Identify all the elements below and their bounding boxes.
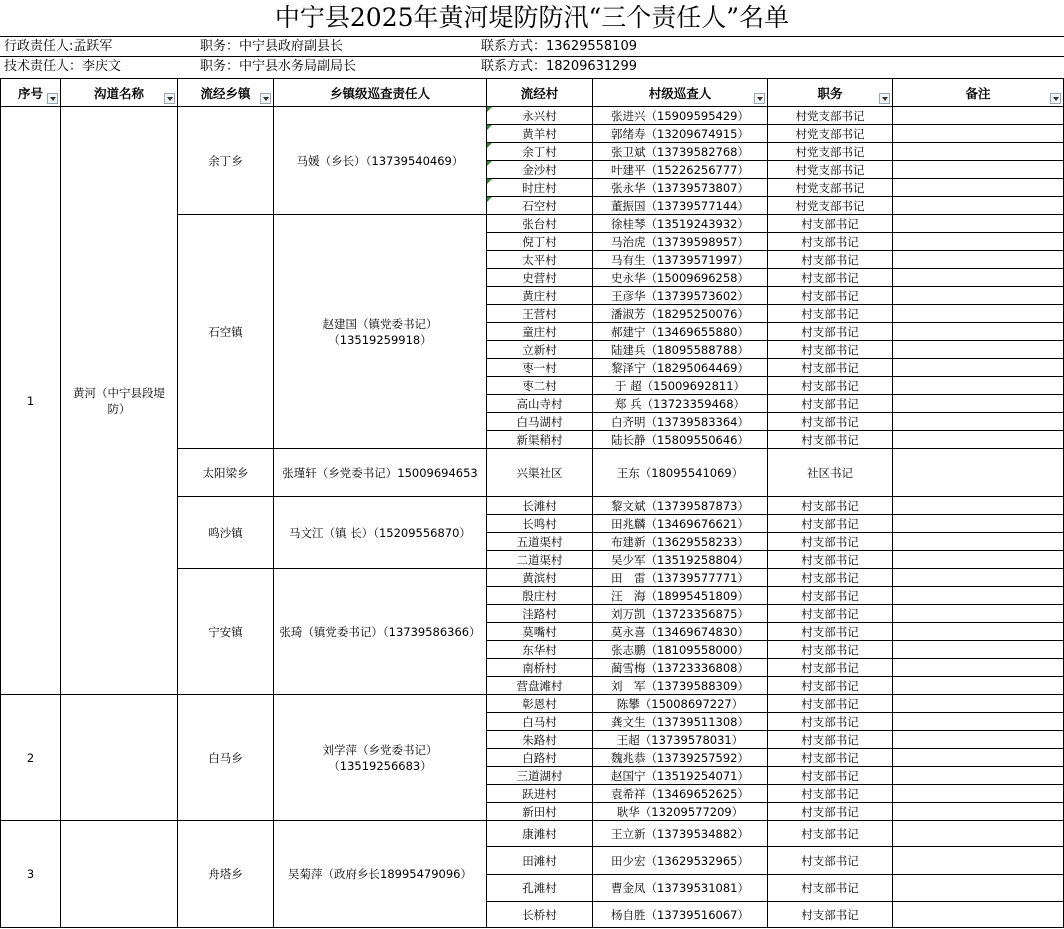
village-inspector: 马有生（13739571997） [593,251,768,269]
section-number: 3 [1,821,61,928]
remark-cell[interactable] [893,533,1064,551]
village-inspector: 陆建兵（18095588788） [593,341,768,359]
village-inspector: 田 雷（13739577771） [593,569,768,587]
town-name: 太阳梁乡 [178,449,274,497]
village-inspector: 魏兆恭（13739257592） [593,749,768,767]
header-duty [768,79,893,107]
village-name: 余丁村 [487,143,593,161]
filter-dropdown-icon[interactable] [47,93,58,104]
duty: 村党支部书记 [768,179,893,197]
remark-cell[interactable] [893,695,1064,713]
village-inspector: 马治虎（13739598957） [593,233,768,251]
village-name: 白路村 [487,749,593,767]
duty: 村支部书记 [768,341,893,359]
duty: 村支部书记 [768,551,893,569]
duty: 村支部书记 [768,377,893,395]
village-inspector: 耿华（13209577209） [593,803,768,821]
remark-cell[interactable] [893,569,1064,587]
admin-responsible-label: 行政责任人:孟跃军 [4,39,113,54]
duty: 村支部书记 [768,749,893,767]
remark-cell[interactable] [893,359,1064,377]
remark-cell[interactable] [893,623,1064,641]
header-label: 序号 [17,85,43,101]
duty: 村党支部书记 [768,143,893,161]
duty: 村支部书记 [768,767,893,785]
village-name: 白马湖村 [487,413,593,431]
duty: 村支部书记 [768,659,893,677]
remark-cell[interactable] [893,785,1064,803]
remark-cell[interactable] [893,215,1064,233]
remark-cell[interactable] [893,767,1064,785]
duty: 村党支部书记 [768,161,893,179]
duty: 村支部书记 [768,731,893,749]
admin-responsible-post: 职务：中宁县政府副县长 [200,39,344,54]
duty: 村党支部书记 [768,107,893,125]
duty: 村支部书记 [768,359,893,377]
village-inspector: 田兆麟（13469676621） [593,515,768,533]
village-inspector: 王东（18095541069） [593,449,768,497]
town-leader: 马媛（乡长）（13739540469） [274,107,487,215]
duty: 村支部书记 [768,677,893,695]
village-name: 三道湖村 [487,767,593,785]
remark-cell[interactable] [893,551,1064,569]
section-number: 1 [1,107,61,695]
admin-responsible-contact: 联系方式：13629558109 [481,39,637,54]
town-leader: 刘学萍（乡党委书记）（13519256683） [274,695,487,821]
remark-cell[interactable] [893,323,1064,341]
remark-cell[interactable] [893,641,1064,659]
village-name: 石空村 [487,197,593,215]
village-inspector: 张卫斌（13739582768） [593,143,768,161]
remark-cell[interactable] [893,125,1064,143]
village-name: 五道渠村 [487,533,593,551]
duty: 村支部书记 [768,713,893,731]
village-inspector: 陈攀（15008697227） [593,695,768,713]
duty: 村支部书记 [768,875,893,902]
village-inspector: 张进兴（15909595429） [593,107,768,125]
remark-cell[interactable] [893,413,1064,431]
table-row [1,107,1064,125]
town-leader: 赵建国（镇党委书记）（13519259918） [274,215,487,449]
duty: 村支部书记 [768,251,893,269]
remark-cell[interactable] [893,659,1064,677]
village-name: 营盘滩村 [487,677,593,695]
town-name: 余丁乡 [178,107,274,215]
village-inspector: 郝建宁（13469655880） [593,323,768,341]
remark-cell[interactable] [893,749,1064,767]
tech-responsible-contact: 联系方式：18209631299 [481,59,637,74]
duty: 村支部书记 [768,533,893,551]
village-inspector: 黎泽宁（18295064469） [593,359,768,377]
village-inspector: 汪 海（18995451809） [593,587,768,605]
filter-dropdown-icon[interactable] [1050,93,1061,104]
village-inspector: 王彦华（13739573602） [593,287,768,305]
header-town [178,79,274,107]
header-label: 职务 [817,85,843,101]
village-name: 新田村 [487,803,593,821]
duty: 村支部书记 [768,269,893,287]
tech-responsible-post: 职务：中宁县水务局副局长 [200,59,357,74]
village-name: 彰恩村 [487,695,593,713]
village-name: 孔滩村 [487,875,593,902]
duty: 村支部书记 [768,587,893,605]
village-inspector: 布建新（13629558233） [593,533,768,551]
village-name: 洼路村 [487,605,593,623]
river-name [61,695,178,821]
remark-cell[interactable] [893,803,1064,821]
village-inspector: 董振国（13739577144） [593,197,768,215]
village-name: 张台村 [487,215,593,233]
duty: 村支部书记 [768,902,893,928]
town-name: 宁安镇 [178,569,274,695]
town-name: 鸣沙镇 [178,497,274,569]
village-inspector: 张永华（13739573807） [593,179,768,197]
header-no [1,79,61,107]
filter-dropdown-icon[interactable] [754,93,765,104]
remark-cell[interactable] [893,515,1064,533]
filter-dropdown-icon[interactable] [164,93,175,104]
town-leader: 吴菊萍（政府乡长18995479096） [274,821,487,928]
duty: 村党支部书记 [768,197,893,215]
remark-cell[interactable] [893,197,1064,215]
duty: 村支部书记 [768,413,893,431]
section-number: 2 [1,695,61,821]
page-title: 中宁县2025年黄河堤防防汛“三个责任人”名单 [274,3,790,32]
village-inspector: 史永华（15009696258） [593,269,768,287]
header-town-leader [274,79,487,107]
remark-cell[interactable] [893,161,1064,179]
village-name: 立新村 [487,341,593,359]
duty: 村支部书记 [768,695,893,713]
remark-cell[interactable] [893,587,1064,605]
village-inspector: 袁希祥（13469652625） [593,785,768,803]
village-inspector: 刘万凯（13723356875） [593,605,768,623]
filter-dropdown-icon[interactable] [260,93,271,104]
duty: 村支部书记 [768,515,893,533]
header-label: 乡镇级巡查责任人 [329,85,430,101]
remark-cell[interactable] [893,847,1064,875]
village-name: 朱路村 [487,731,593,749]
village-inspector: 曹金凤（13739531081） [593,875,768,902]
village-name: 二道渠村 [487,551,593,569]
town-name: 舟塔乡 [178,821,274,928]
remark-cell[interactable] [893,875,1064,902]
village-inspector: 张志鹏（18109558000） [593,641,768,659]
duty: 村支部书记 [768,431,893,449]
village-name: 东华村 [487,641,593,659]
remark-cell[interactable] [893,287,1064,305]
village-inspector: 潘淑芳（18295250076） [593,305,768,323]
filter-dropdown-icon[interactable] [879,93,890,104]
river-name: 黄河（中宁县段堤防） [61,107,178,695]
duty: 村支部书记 [768,323,893,341]
duty: 村支部书记 [768,287,893,305]
village-name: 康滩村 [487,821,593,847]
remark-cell[interactable] [893,902,1064,928]
duty: 村支部书记 [768,803,893,821]
village-inspector: 田少宏（13629532965） [593,847,768,875]
village-inspector: 杨自胜（13739516067） [593,902,768,928]
village-inspector: 王超（13739578031） [593,731,768,749]
village-inspector: 陆长静（15809550646） [593,431,768,449]
header-label: 村级巡查人 [648,85,712,101]
remark-cell[interactable] [893,179,1064,197]
remark-cell[interactable] [893,431,1064,449]
header-river [61,79,178,107]
village-inspector: 白齐明（13739583364） [593,413,768,431]
village-inspector: 赵国宁（13519254071） [593,767,768,785]
admin-responsible-row [0,37,1064,56]
village-name: 永兴村 [487,107,593,125]
duty: 村支部书记 [768,785,893,803]
village-name: 黄滨村 [487,569,593,587]
village-name: 长桥村 [487,902,593,928]
tech-responsible-row [0,57,1064,76]
village-name: 殷庄村 [487,587,593,605]
village-name: 长滩村 [487,497,593,515]
village-inspector: 于 超（15009692811） [593,377,768,395]
remark-cell[interactable] [893,821,1064,847]
village-name: 枣一村 [487,359,593,377]
header-remark [893,79,1064,107]
remark-cell[interactable] [893,449,1064,497]
village-name: 长鸣村 [487,515,593,533]
village-name: 黄羊村 [487,125,593,143]
duty: 社区书记 [768,449,893,497]
header-label: 备注 [965,85,991,101]
remark-cell[interactable] [893,341,1064,359]
village-inspector: 黎文斌（13739587873） [593,497,768,515]
remark-cell[interactable] [893,143,1064,161]
table-body [1,107,1064,928]
village-name: 黄庄村 [487,287,593,305]
village-name: 白马村 [487,713,593,731]
village-inspector: 莫永喜（13469674830） [593,623,768,641]
remark-cell[interactable] [893,305,1064,323]
duty: 村支部书记 [768,821,893,847]
village-name: 枣二村 [487,377,593,395]
duty: 村支部书记 [768,233,893,251]
duty: 村支部书记 [768,641,893,659]
remark-cell[interactable] [893,497,1064,515]
village-name: 太平村 [487,251,593,269]
village-inspector: 蔺雪梅（13723336808） [593,659,768,677]
village-name: 莫嘴村 [487,623,593,641]
remark-cell[interactable] [893,233,1064,251]
village-name: 金沙村 [487,161,593,179]
town-name: 白马乡 [178,695,274,821]
town-leader: 马文江（镇 长）（15209556870） [274,497,487,569]
village-name: 高山寺村 [487,395,593,413]
village-name: 时庄村 [487,179,593,197]
duty: 村支部书记 [768,569,893,587]
remark-cell[interactable] [893,677,1064,695]
village-name: 倪丁村 [487,233,593,251]
village-name: 跃进村 [487,785,593,803]
header-label: 沟道名称 [93,85,144,101]
village-inspector: 徐桂琴（13519243932） [593,215,768,233]
village-inspector: 王立新（13739534882） [593,821,768,847]
duty: 村支部书记 [768,847,893,875]
village-name: 王营村 [487,305,593,323]
table-row [1,695,1064,713]
remark-cell[interactable] [893,251,1064,269]
remark-cell[interactable] [893,713,1064,731]
town-leader: 张琦（镇党委书记）（13739586366） [274,569,487,695]
responsibility-table [0,78,1063,928]
duty: 村支部书记 [768,497,893,515]
village-name: 新渠稍村 [487,431,593,449]
header-label: 流经乡镇 [200,85,251,101]
village-inspector: 刘 军（13739588309） [593,677,768,695]
duty: 村支部书记 [768,215,893,233]
village-name: 童庄村 [487,323,593,341]
remark-cell[interactable] [893,269,1064,287]
remark-cell[interactable] [893,605,1064,623]
remark-cell[interactable] [893,107,1064,125]
town-leader: 张瑾轩（乡党委书记）15009694653 [274,449,487,497]
header-label: 流经村 [520,85,559,101]
village-name: 兴渠社区 [487,449,593,497]
village-inspector: 叶建平（15226256777） [593,161,768,179]
village-inspector: 吴少军（13519258804） [593,551,768,569]
duty: 村支部书记 [768,305,893,323]
duty: 村支部书记 [768,605,893,623]
tech-responsible-label: 技术责任人：李庆文 [4,59,122,74]
remark-cell[interactable] [893,377,1064,395]
village-name: 田滩村 [487,847,593,875]
duty: 村支部书记 [768,395,893,413]
duty: 村党支部书记 [768,125,893,143]
remark-cell[interactable] [893,395,1064,413]
village-name: 南桥村 [487,659,593,677]
header-row [1,79,1064,107]
remark-cell[interactable] [893,731,1064,749]
village-name: 史营村 [487,269,593,287]
header-village [487,79,593,107]
header-village-inspector [593,79,768,107]
town-name: 石空镇 [178,215,274,449]
duty: 村支部书记 [768,623,893,641]
river-name [61,821,178,928]
village-inspector: 龚文生（13739511308） [593,713,768,731]
village-inspector: 郑 兵（13723359468） [593,395,768,413]
table-row [1,821,1064,847]
village-inspector: 郭绪寿（13209674915） [593,125,768,143]
